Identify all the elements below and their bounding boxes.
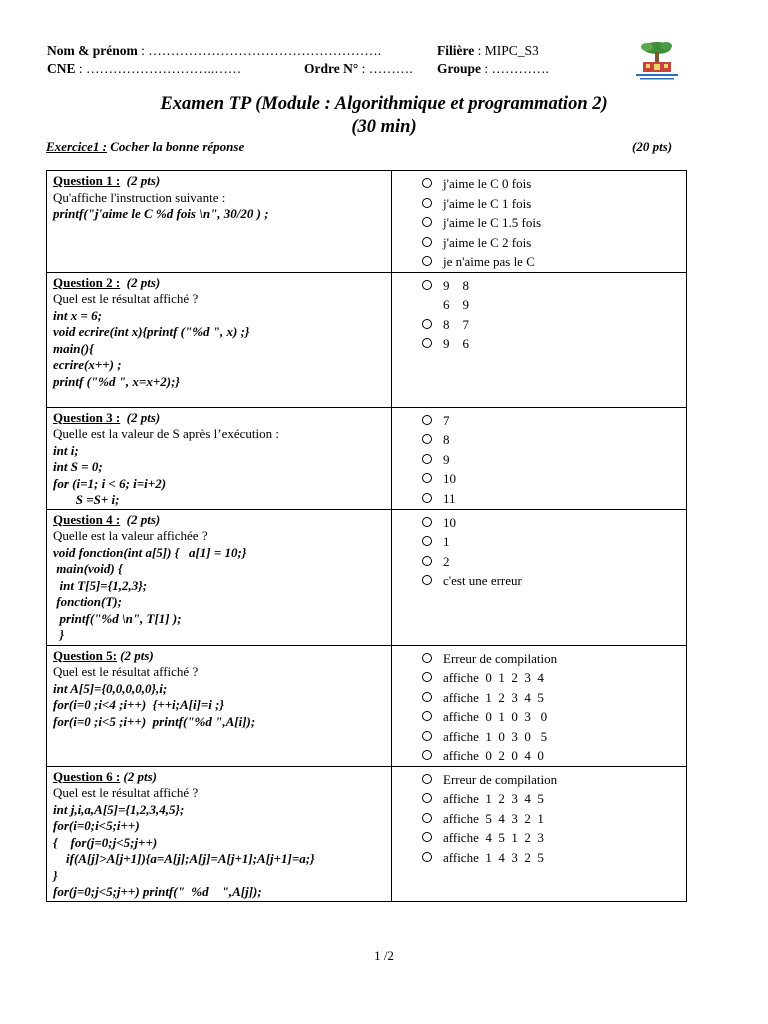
option-label: j'aime le C 0 fois [443,176,532,191]
question-title [53,648,391,665]
question-prompt: Qu'affiche l'instruction suivante : [53,189,226,205]
question-number: Question 2 : [53,274,121,290]
radio-circle-icon[interactable] [422,517,432,527]
answer-option[interactable] [422,668,686,688]
radio-circle-icon[interactable] [422,653,432,663]
exercise-instruction: Cocher la bonne réponse [110,139,245,154]
answer-option[interactable] [422,809,686,829]
option-label: 10 [443,514,456,530]
answer-option[interactable] [422,848,686,868]
option-label: affiche 5 4 3 2 1 [443,810,544,826]
radio-circle-icon[interactable] [422,813,432,823]
option-label: affiche 0 1 0 3 0 [443,709,548,724]
filiere-line [437,43,539,59]
option-label: affiche 4 5 1 2 3 [443,830,544,845]
option-label: 9 6 [443,336,469,351]
exercise-heading [46,139,244,155]
question-prompt: Quel est le résultat affiché ? [53,664,199,679]
radio-circle-icon[interactable] [422,536,432,546]
question-cell [47,272,392,407]
option-label: c'est une erreur [443,573,522,588]
radio-circle-icon[interactable] [422,415,432,425]
question-code: int x = 6; void ecrire(int x){printf ("%d ", x) ;} main(){ ecrire(x++) ; printf ("%d ", x=x+2);} [53,307,250,389]
radio-circle-icon[interactable] [422,575,432,585]
question-prompt: Quelle est la valeur affichée ? [53,528,208,543]
radio-circle-icon[interactable] [422,256,432,266]
radio-circle-icon[interactable] [422,832,432,842]
answer-option[interactable] [422,649,686,669]
option-label: Erreur de compilation [443,771,558,787]
radio-circle-icon[interactable] [422,454,432,464]
exercise-points: (20 pts) [632,139,673,154]
question-cell [47,509,392,645]
question-title [53,512,391,529]
option-label: j'aime le C 1.5 fois [443,215,542,230]
answer-option[interactable] [422,571,686,591]
answer-option[interactable] [422,552,686,572]
question-cell [47,407,392,509]
radio-circle-icon[interactable] [422,319,432,329]
cne-value: : ………………………..…… [78,61,242,76]
option-label: affiche 1 4 3 2 5 [443,849,544,865]
answer-option[interactable] [422,789,686,809]
radio-circle-icon[interactable] [422,692,432,702]
answer-option[interactable] [422,411,686,431]
question-points: (2 pts) [120,647,154,663]
name-label: Nom & prénom [47,43,138,58]
answer-option[interactable] [422,252,686,272]
question-cell [47,171,392,273]
answer-option[interactable] [422,315,686,335]
answer-option[interactable] [422,707,686,727]
answer-option[interactable] [422,489,686,509]
radio-circle-icon[interactable] [422,750,432,760]
university-logo-tree-icon [630,38,684,84]
option-label: affiche 0 2 0 4 0 [443,748,544,763]
question-number: Question 6 : [53,768,121,784]
question-title [53,275,391,292]
question-prompt: Quelle est la valeur de S après l’exécution : [53,426,279,441]
question-title [53,769,391,786]
option-label: Erreur de compilation [443,650,558,666]
radio-circle-icon[interactable] [422,731,432,741]
ordre-label: Ordre N° [304,61,359,76]
option-label: 10 [443,471,456,486]
answer-option[interactable] [422,430,686,450]
option-label: affiche 1 0 3 0 5 [443,728,548,744]
answer-option[interactable] [422,532,686,552]
question-points: (2 pts) [123,768,158,784]
answer-option[interactable] [422,334,686,354]
question-cell [47,766,392,901]
answer-option[interactable] [422,233,686,253]
question-prompt: Quel est le résultat affiché ? [53,785,199,800]
question-number: Question 4 : [53,511,121,527]
question-title [53,173,391,190]
options-cell [392,407,687,509]
answer-option[interactable] [422,174,686,194]
question-points: (2 pts) [126,173,161,188]
radio-circle-icon[interactable] [422,556,432,566]
option-label: 11 [443,490,456,506]
answer-option[interactable] [422,194,686,214]
question-prompt: Quel est le résultat affiché ? [53,291,199,306]
question-number: Question 5: [53,647,117,663]
option-label: 8 7 [443,316,469,332]
name-value: : ……………………………………………. [141,43,382,58]
radio-circle-icon[interactable] [422,473,432,483]
question-number: Question 1 : [53,173,121,188]
options-cell [392,272,687,407]
page-number: 1 /2 [374,948,394,963]
filiere-label: Filière [437,43,475,58]
question-points: (2 pts) [126,274,161,290]
answer-option[interactable] [422,770,686,790]
option-label: affiche 0 1 2 3 4 [443,670,544,685]
question-code: void fonction(int a[5]) { a[1] = 10;} main(void) { int T[5]={1,2,3}; fonction(T); printf("%d \n", T[1] ); } [53,544,247,642]
option-label: affiche 1 2 3 4 5 [443,791,544,806]
options-cell [392,171,687,273]
radio-circle-icon[interactable] [422,237,432,247]
option-label: 9 [443,451,450,467]
radio-circle-icon[interactable] [422,672,432,682]
option-label: je n'aime pas le C [443,254,535,269]
option-label: 2 [443,553,450,569]
exercise-label: Exercice1 : [46,139,108,154]
question-points: (2 pts) [126,409,161,425]
radio-circle-icon[interactable] [422,493,432,503]
radio-circle-icon[interactable] [422,178,432,188]
option-label: 1 [443,534,450,549]
question-row [47,509,687,645]
question-row [47,645,687,766]
radio-circle-icon[interactable] [422,217,432,227]
question-number: Question 3 : [53,409,121,425]
answer-option[interactable] [422,213,686,233]
questions-table [46,170,687,902]
question-code: int A[5]={0,0,0,0,0},i; for(i=0 ;i<4 ;i++) {++i;A[i]=i ;} for(i=0 ;i<5 ;i++) printf("%d ",A[i]); [53,680,256,729]
question-title [53,410,391,427]
option-label: j'aime le C 2 fois [443,234,532,250]
radio-circle-icon[interactable] [422,852,432,862]
radio-circle-icon[interactable] [422,338,432,348]
question-row [47,766,687,901]
ordre-value: : ………. [361,61,413,76]
exam-title: Examen TP (Module : Algorithmique et programmation 2) [160,94,608,114]
question-code: int j,i,a,A[5]={1,2,3,4,5}; for(i=0;i<5;i++) { for(j=0;j<5;j++) if(A[j]>A[j+1]){a=A[j];A[j]=A[j+1];A[j+1]=a;} } for(j=0;j<5;j++) printf(" %d ",A[j]); [53,801,315,899]
ordre-line [304,61,413,77]
answer-option [422,295,686,315]
options-cell [392,645,687,766]
option-label: j'aime le C 1 fois [443,195,532,211]
answer-option[interactable] [422,828,686,848]
radio-circle-icon[interactable] [422,280,432,290]
groupe-label: Groupe [437,61,482,76]
option-label: 6 9 [443,297,469,312]
answer-option[interactable] [422,469,686,489]
exam-duration: (30 min) [351,117,417,137]
radio-circle-icon[interactable] [422,774,432,784]
name-line [47,43,381,59]
cne-label: CNE [47,61,76,76]
answer-option[interactable] [422,450,686,470]
answer-option[interactable] [422,746,686,766]
filiere-value: : MIPC_S3 [477,43,539,58]
groupe-value: : …………. [484,61,549,76]
option-label: affiche 1 2 3 4 5 [443,689,544,705]
option-label: 9 8 [443,277,469,293]
question-points: (2 pts) [126,511,161,527]
answer-option[interactable] [422,276,686,296]
radio-circle-icon[interactable] [422,434,432,444]
cne-line [47,61,241,77]
answer-option[interactable] [422,727,686,747]
question-row [47,272,687,407]
options-cell [392,509,687,645]
option-label: 7 [443,412,450,428]
question-row [47,171,687,273]
option-label: 8 [443,432,450,447]
question-cell [47,645,392,766]
radio-circle-icon[interactable] [422,711,432,721]
question-code: printf("j'aime le C %d fois \n", 30/20 ) ; [53,206,269,221]
question-code: int i; int S = 0; for (i=1; i < 6; i=i+2) S =S+ i; [53,442,167,507]
groupe-line [437,61,549,77]
question-row [47,407,687,509]
answer-option[interactable] [422,688,686,708]
radio-circle-icon[interactable] [422,793,432,803]
options-cell [392,766,687,901]
radio-circle-icon[interactable] [422,198,432,208]
answer-option[interactable] [422,513,686,533]
